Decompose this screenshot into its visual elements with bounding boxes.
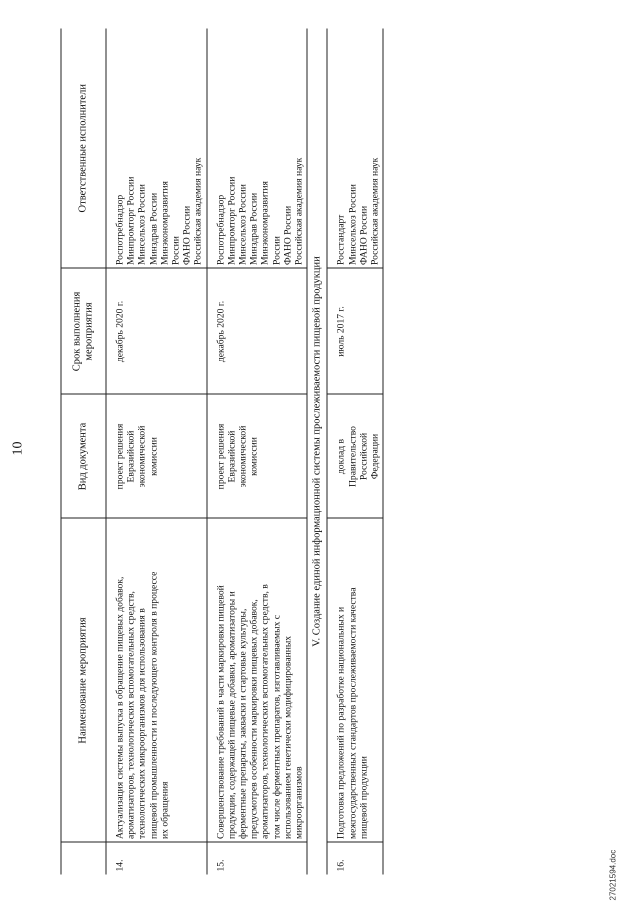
header-resp: Ответственные исполнители	[61, 29, 106, 269]
text-line: Роспотребнадзор	[214, 194, 226, 265]
text-line: Российская академия наук	[192, 157, 204, 265]
text-line: том числе ферментных препаратов, изготавливаемых с	[270, 614, 282, 839]
cell-num: 15.	[206, 843, 307, 875]
text-line: ФАНО России	[281, 205, 293, 265]
table-row	[327, 29, 383, 875]
text-line: проект решения	[214, 423, 226, 490]
text-line: предусмотрев особенности маркировки пищевых добавок,	[248, 599, 260, 839]
section-row	[307, 29, 327, 875]
cell-resp	[206, 29, 307, 269]
text-line: комиссии	[147, 437, 159, 476]
text-line: Минпромторг России	[125, 176, 137, 265]
text-line: Федерации	[369, 433, 381, 480]
text-line: Евразийской	[125, 430, 137, 483]
text-line: комиссии	[248, 437, 260, 476]
text-line: Минэкономразвития	[158, 181, 170, 265]
cell-doc	[106, 395, 207, 519]
text-line: России	[270, 236, 282, 265]
table-header-row	[61, 29, 106, 875]
text-line: их обращения	[158, 781, 170, 839]
text-line: межгосударственных стандартов прослеживаемости качества	[346, 587, 358, 839]
text-line: Минсельхоз России	[237, 184, 249, 265]
text-line: Минсельхоз России	[136, 184, 148, 265]
header-deadline: Срок выполнения мероприятия	[61, 269, 106, 395]
header-doc: Вид документа	[61, 395, 106, 519]
text-line: Евразийской	[225, 430, 237, 483]
cell-name	[206, 519, 307, 843]
text-line: ароматизаторов, технологических вспомогательных средств,	[125, 591, 137, 839]
section-heading: V. Создание единой информационной системы прослеживаемости пищевой продукции	[307, 29, 327, 875]
text-line: Российская академия наук	[369, 157, 381, 265]
text-line: Минздрав России	[147, 192, 159, 265]
text-line: использованием генетически модифицированных	[281, 635, 293, 839]
cell-doc	[327, 395, 383, 519]
text-line: Правительство	[346, 426, 358, 487]
text-line: Российская академия наук	[293, 157, 305, 265]
text-line: экономической	[237, 425, 249, 488]
table-row	[206, 29, 307, 875]
table-row	[106, 29, 207, 875]
cell-resp	[106, 29, 207, 269]
cell-deadline: декабрь 2020 г.	[206, 269, 307, 395]
text-line: технологических микроорганизмов для использования в	[136, 608, 148, 839]
text-line: микроорганизмов	[293, 766, 305, 839]
cell-deadline: декабрь 2020 г.	[106, 269, 207, 395]
cell-resp	[327, 29, 383, 269]
text-line: Актуализация системы выпуска в обращение пищевых добавок,	[114, 576, 125, 839]
text-line: ФАНО России	[357, 205, 369, 265]
cell-num: 16.	[327, 843, 383, 875]
text-line: Минпромторг России	[225, 176, 237, 265]
text-line: Минсельхоз России	[346, 184, 358, 265]
text-line: пищевой промышленности и последующего контроля в процессе	[147, 571, 159, 839]
text-line: экономической	[136, 425, 148, 488]
text-line: Минздрав России	[248, 192, 260, 265]
cell-num: 14.	[106, 843, 207, 875]
cell-deadline: июль 2017 г.	[327, 269, 383, 395]
measures-table	[60, 29, 383, 875]
text-line: Роспотребнадзор	[114, 194, 125, 265]
text-line: ароматизаторов, технологических вспомогательных средств, в	[259, 584, 271, 839]
text-line: Подготовка предложений по разработке национальных и	[335, 606, 347, 839]
text-line: Совершенствование требований в части маркировки пищевой	[214, 585, 226, 839]
file-footer: 27021594.doc	[608, 849, 617, 901]
page-number: 10	[10, 441, 25, 456]
header-num	[61, 843, 106, 875]
text-line: проект решения	[114, 423, 125, 490]
cell-name	[327, 519, 383, 843]
text-line: доклад в	[335, 438, 347, 475]
text-line: Росстандарт	[335, 214, 347, 265]
text-line: пищевой продукции	[357, 756, 369, 839]
header-name: Наименование мероприятия	[61, 519, 106, 843]
text-line: ФАНО России	[181, 205, 193, 265]
cell-doc	[206, 395, 307, 519]
text-line: Российской	[357, 432, 369, 481]
text-line: Минэкономразвития	[259, 181, 271, 265]
text-line: продукции, содержащей пищевые добавки, ароматизаторы и	[225, 591, 237, 839]
table-body	[106, 29, 383, 875]
text-line: ферментные препараты, закваски и стартовые культуры,	[237, 608, 249, 839]
cell-name	[106, 519, 207, 843]
text-line: России	[170, 236, 182, 265]
